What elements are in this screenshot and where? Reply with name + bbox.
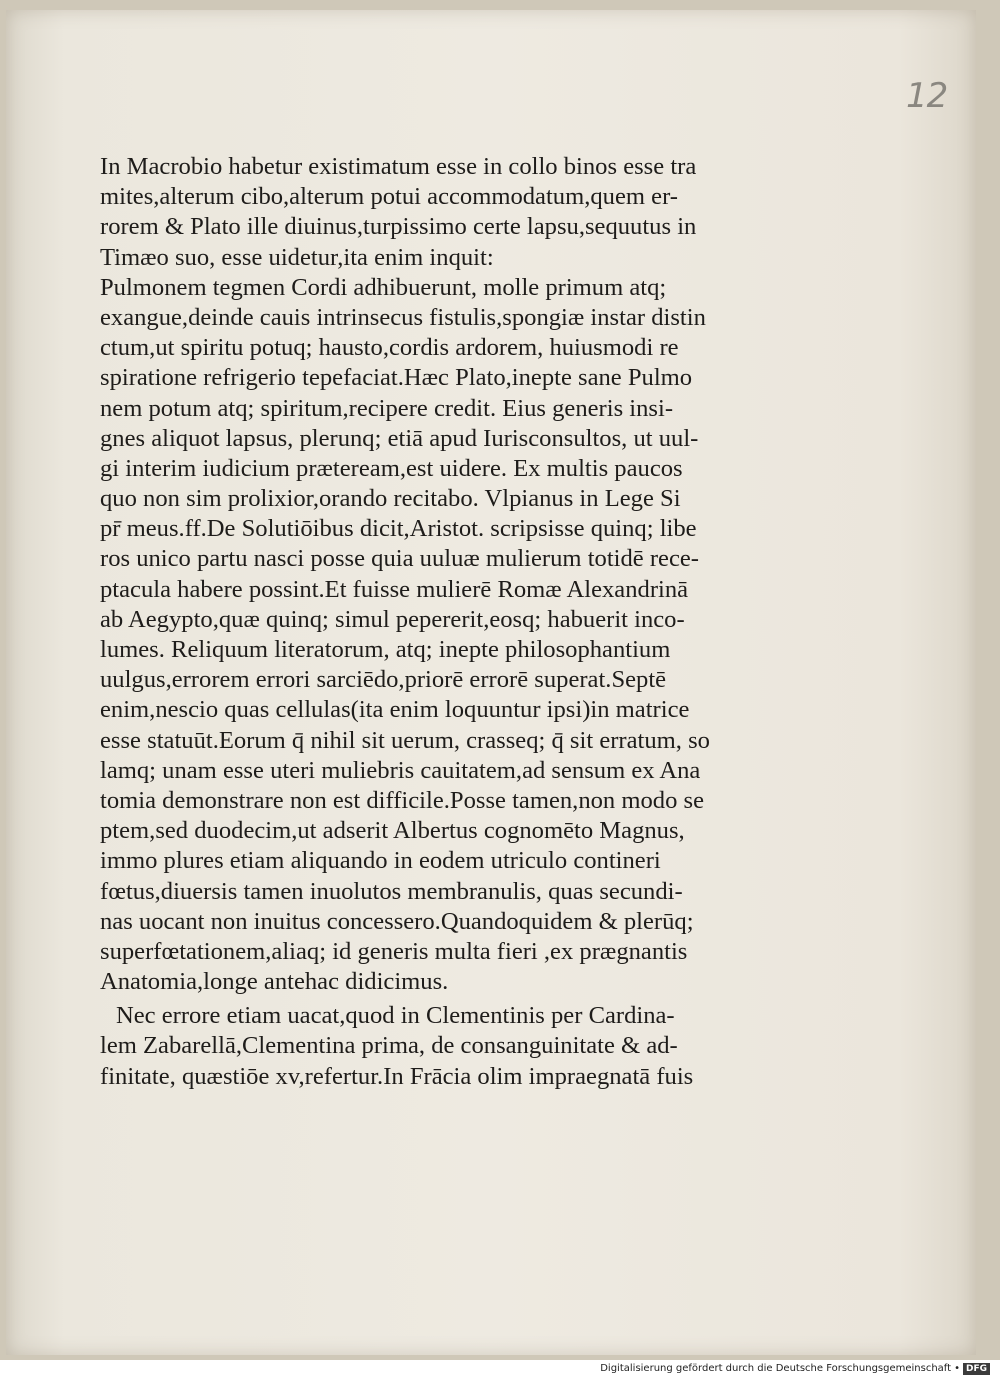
text-line: mites,alterum cibo,alterum potui accommodatum,quem er- [100,183,678,211]
text-line: enim,nescio quas cellulas(ita enim loquuntur ipsi)in matrice [100,696,690,724]
text-line: Anatomia,longe antehac didicimus. [100,968,449,996]
folio-number: 12 [906,76,948,116]
body-text [100,152,812,1092]
text-line: lem Zabarellā,Clementina prima, de consanguinitate & ad- [100,1032,678,1060]
text-line: immo plures etiam aliquando in eodem utriculo contineri [100,847,661,875]
text-line: uulgus,errorem errori sarciēdo,priorē errorē superat.Septē [100,666,667,694]
text-line: Timæo suo, esse uidetur,ita enim inquit: [100,243,494,271]
text-line: tomia demonstrare non est difficile.Posse tamen,non modo se [100,786,705,814]
text-line: exangue,deinde cauis intrinsecus fistulis,spongiæ instar distin [100,303,706,331]
text-line: ctum,ut spiritu potuq; hausto,cordis ardorem, huiusmodi re [100,334,679,362]
text-line: nas uocant non inuitus concessero.Quandoquidem & plerūq; [100,907,694,935]
credit-text: Digitalisierung gefördert durch die Deutsche Forschungsgemeinschaft [600,1363,952,1374]
text-line: superfœtationem,aliaq; id generis multa fieri ,ex prægnantis [100,937,688,965]
dfg-logo-icon: DFG [963,1363,990,1375]
text-line: lumes. Reliquum literatorum, atq; inepte philosophantium [100,636,671,663]
text-line: lamq; unam esse uteri muliebris cauitatem,ad sensum ex Ana [100,756,701,784]
text-line: ptacula habere possint.Et fuisse mulierē Romæ Alexandrinā [100,575,689,603]
text-line: esse statuūt.Eorum q̄ nihil sit uerum, crasseq; q̄ sit erratum, so [100,726,710,754]
text-line: finitate, quæstiōe xv,refertur.In Frācia olim impraegnatā fuis [100,1062,694,1090]
text-line: In Macrobio habetur existimatum esse in collo binos esse tra [100,153,697,180]
text-line: quo non sim prolixior,orando recitabo. Vlpianus in Lege Si [100,485,681,513]
text-line: Pulmonem tegmen Cordi adhibuerunt, molle primum atq; [100,273,667,301]
credit-separator: • [954,1363,960,1374]
text-line: gi interim iudicium præteream,est uidere. Ex multis paucos [100,454,683,482]
text-line: Nec errore etiam uacat,quod in Clementinis per Cardina- [116,1002,675,1030]
text-line: spiratione refrigerio tepefaciat.Hæc Plato,inepte sane Pulmo [100,364,693,392]
text-line: fœtus,diuersis tamen inuolutos membranulis, quas secundi- [100,877,683,905]
text-line: rorem & Plato ille diuinus,turpissimo certe lapsu,sequutus in [100,213,697,241]
text-line: ab Aegypto,quæ quinq; simul pepererit,eosq; habuerit inco- [100,605,685,633]
text-line: ros unico partu nasci posse quia uuluæ mulierum totidē rece- [100,545,699,573]
text-line: nem potum atq; spiritum,recipere credit. Eius generis insi- [100,394,674,422]
text-line: pr̄ meus.ff.De Solutiōibus dicit,Aristot. scripsisse quinq; libe [100,515,697,543]
text-line: ptem,sed duodecim,ut adserit Albertus cognomēto Magnus, [100,817,685,845]
digitization-credit [600,1362,990,1376]
text-line: gnes aliquot lapsus, plerunq; etiā apud Iurisconsultos, ut uul- [100,424,699,452]
